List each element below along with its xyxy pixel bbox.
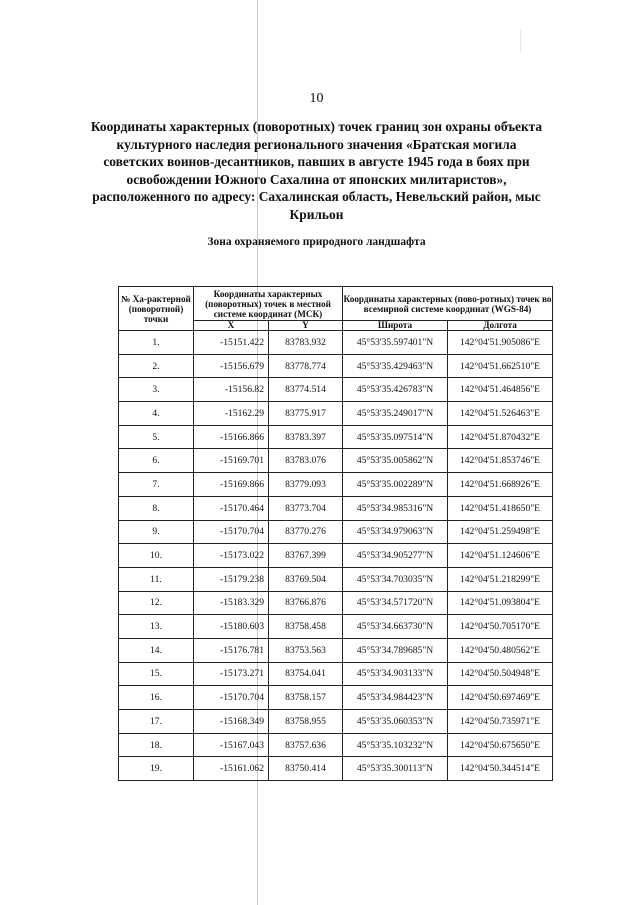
latitude-cell: 45°53'34.663730"N	[343, 615, 448, 639]
table-row	[119, 615, 553, 639]
y-cell: 83775.917	[269, 402, 343, 426]
point-number-cell: 16.	[119, 686, 194, 710]
y-cell: 83770.276	[269, 520, 343, 544]
table-row	[119, 520, 553, 544]
point-number-cell: 19.	[119, 757, 194, 781]
table-row	[119, 638, 553, 662]
y-cell: 83774.514	[269, 378, 343, 402]
longitude-cell: 142°04'50.480562"E	[448, 638, 553, 662]
x-cell: -15161.062	[194, 757, 269, 781]
table-row	[119, 449, 553, 473]
longitude-cell: 142°04'50.675650"E	[448, 733, 553, 757]
table-row	[119, 354, 553, 378]
latitude-cell: 45°53'34.985316"N	[343, 496, 448, 520]
latitude-cell: 45°53'35.103232"N	[343, 733, 448, 757]
x-cell: -15169.701	[194, 449, 269, 473]
longitude-cell: 142°04'51.853746"E	[448, 449, 553, 473]
x-cell: -15170.464	[194, 496, 269, 520]
latitude-cell: 45°53'34.903133"N	[343, 662, 448, 686]
longitude-cell: 142°04'51.093804"E	[448, 591, 553, 615]
table-body	[119, 331, 553, 781]
table-row	[119, 425, 553, 449]
y-cell: 83766.876	[269, 591, 343, 615]
table-header	[119, 287, 553, 331]
longitude-cell: 142°04'50.344514"E	[448, 757, 553, 781]
y-cell: 83783.932	[269, 331, 343, 355]
latitude-cell: 45°53'34.905277"N	[343, 544, 448, 568]
world-coordinates-header: Координаты характерных (пово-ротных) точек во всемирной системе координат (WGS-84)	[343, 287, 553, 321]
longitude-cell: 142°04'51.870432"E	[448, 425, 553, 449]
x-cell: -15169.866	[194, 473, 269, 497]
document-title: Координаты характерных (поворотных) точек границ зон охраны объекта культурного наследия регионального значения «Братская могила советских воинов-десантников, павших в августе 1945 года в боях при освобождении Южного Сахалина от японских милитаристов», расположенного по адресу: Сахалинская область, Невельский район, мыс Крильон	[90, 119, 543, 222]
point-number-cell: 7.	[119, 473, 194, 497]
x-cell: -15183.329	[194, 591, 269, 615]
table-row	[119, 567, 553, 591]
longitude-cell: 142°04'50.735971"E	[448, 710, 553, 734]
longitude-cell: 142°04'51.259498"E	[448, 520, 553, 544]
latitude-header: Широта	[343, 321, 448, 331]
x-cell: -15180.603	[194, 615, 269, 639]
scan-mark	[520, 30, 521, 52]
latitude-cell: 45°53'35.005862"N	[343, 449, 448, 473]
y-header: Y	[269, 321, 343, 331]
x-cell: -15168.349	[194, 710, 269, 734]
y-cell: 83754.041	[269, 662, 343, 686]
x-header: X	[194, 321, 269, 331]
longitude-header: Долгота	[448, 321, 553, 331]
x-cell: -15170.704	[194, 686, 269, 710]
longitude-cell: 142°04'51.662510"E	[448, 354, 553, 378]
local-coordinates-header: Координаты характерных (поворотных) точек в местной системе координат (МСК)	[194, 287, 343, 321]
latitude-cell: 45°53'35.597401"N	[343, 331, 448, 355]
longitude-cell: 142°04'51.526463"E	[448, 402, 553, 426]
table-row	[119, 402, 553, 426]
table-row	[119, 662, 553, 686]
longitude-cell: 142°04'51.668926"E	[448, 473, 553, 497]
y-cell: 83783.076	[269, 449, 343, 473]
table-row	[119, 733, 553, 757]
latitude-cell: 45°53'35.002289"N	[343, 473, 448, 497]
page-number: 10	[309, 91, 324, 106]
point-number-cell: 17.	[119, 710, 194, 734]
point-number-cell: 18.	[119, 733, 194, 757]
point-number-cell: 9.	[119, 520, 194, 544]
y-cell: 83753.563	[269, 638, 343, 662]
x-cell: -15162.29	[194, 402, 269, 426]
latitude-cell: 45°53'35.300113"N	[343, 757, 448, 781]
table-row	[119, 496, 553, 520]
y-cell: 83773.704	[269, 496, 343, 520]
longitude-cell: 142°04'51.218299"E	[448, 567, 553, 591]
latitude-cell: 45°53'35.429463"N	[343, 354, 448, 378]
point-number-header: № Ха-рактерной (поворотной) точки	[119, 287, 194, 331]
x-cell: -15156.679	[194, 354, 269, 378]
latitude-cell: 45°53'34.571720"N	[343, 591, 448, 615]
y-cell: 83778.774	[269, 354, 343, 378]
table-row	[119, 591, 553, 615]
longitude-cell: 142°04'51.464856"E	[448, 378, 553, 402]
longitude-cell: 142°04'51.905086"E	[448, 331, 553, 355]
point-number-cell: 8.	[119, 496, 194, 520]
table-row	[119, 473, 553, 497]
table-row	[119, 757, 553, 781]
x-cell: -15176.781	[194, 638, 269, 662]
point-number-cell: 2.	[119, 354, 194, 378]
table-row	[119, 686, 553, 710]
point-number-cell: 4.	[119, 402, 194, 426]
x-cell: -15173.022	[194, 544, 269, 568]
longitude-cell: 142°04'50.504948"E	[448, 662, 553, 686]
y-cell: 83769.504	[269, 567, 343, 591]
point-number-cell: 11.	[119, 567, 194, 591]
x-cell: -15156.82	[194, 378, 269, 402]
point-number-cell: 5.	[119, 425, 194, 449]
x-cell: -15151.422	[194, 331, 269, 355]
table-row	[119, 331, 553, 355]
coordinates-table	[118, 286, 553, 781]
longitude-cell: 142°04'50.705170"E	[448, 615, 553, 639]
x-cell: -15166.866	[194, 425, 269, 449]
table-row	[119, 378, 553, 402]
x-cell: -15167.043	[194, 733, 269, 757]
y-cell: 83779.093	[269, 473, 343, 497]
latitude-cell: 45°53'35.097514"N	[343, 425, 448, 449]
zone-subtitle: Зона охраняемого природного ландшафта	[207, 236, 426, 248]
latitude-cell: 45°53'35.060353"N	[343, 710, 448, 734]
point-number-cell: 1.	[119, 331, 194, 355]
point-number-cell: 10.	[119, 544, 194, 568]
point-number-cell: 13.	[119, 615, 194, 639]
y-cell: 83757.636	[269, 733, 343, 757]
point-number-cell: 15.	[119, 662, 194, 686]
latitude-cell: 45°53'34.984423"N	[343, 686, 448, 710]
table-row	[119, 710, 553, 734]
longitude-cell: 142°04'51.124606"E	[448, 544, 553, 568]
latitude-cell: 45°53'34.979063"N	[343, 520, 448, 544]
y-cell: 83758.955	[269, 710, 343, 734]
x-cell: -15179.238	[194, 567, 269, 591]
point-number-cell: 3.	[119, 378, 194, 402]
latitude-cell: 45°53'34.789685"N	[343, 638, 448, 662]
y-cell: 83750.414	[269, 757, 343, 781]
longitude-cell: 142°04'50.697469"E	[448, 686, 553, 710]
y-cell: 83767.399	[269, 544, 343, 568]
latitude-cell: 45°53'35.426783"N	[343, 378, 448, 402]
longitude-cell: 142°04'51.418650"E	[448, 496, 553, 520]
point-number-cell: 14.	[119, 638, 194, 662]
y-cell: 83758.458	[269, 615, 343, 639]
latitude-cell: 45°53'34.703035"N	[343, 567, 448, 591]
x-cell: -15173.271	[194, 662, 269, 686]
latitude-cell: 45°53'35.249017"N	[343, 402, 448, 426]
x-cell: -15170.704	[194, 520, 269, 544]
point-number-cell: 6.	[119, 449, 194, 473]
point-number-cell: 12.	[119, 591, 194, 615]
y-cell: 83783.397	[269, 425, 343, 449]
y-cell: 83758.157	[269, 686, 343, 710]
table-row	[119, 544, 553, 568]
